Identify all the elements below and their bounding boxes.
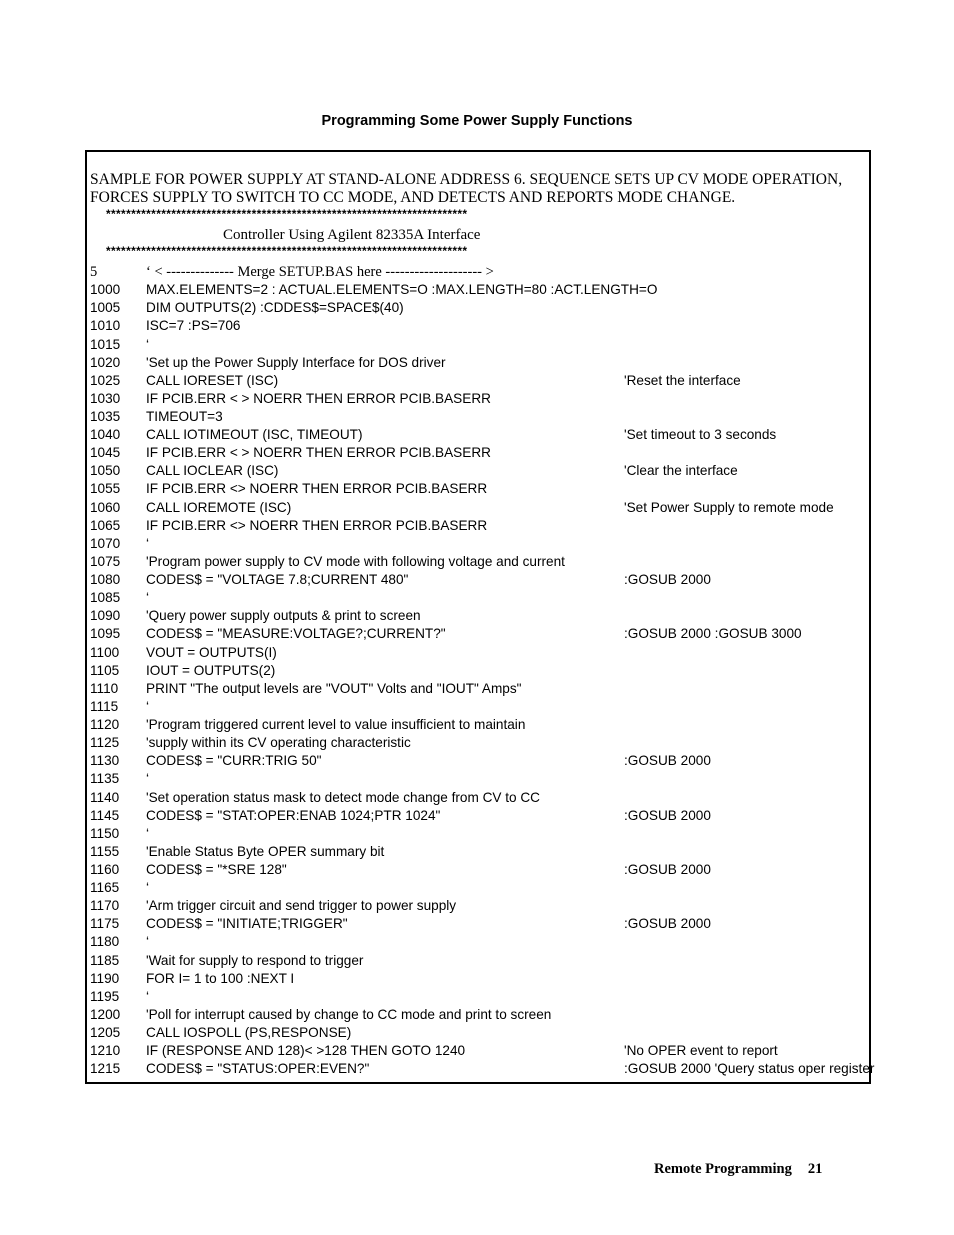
line-number: 1120 <box>90 717 120 732</box>
line-number: 1030 <box>90 390 121 406</box>
code-line <box>0 843 870 861</box>
line-number: 1165 <box>90 880 120 896</box>
line-number: 1180 <box>90 934 120 950</box>
line-code: 'Poll for interrupt caused by change to CC mode and print to screen <box>146 1006 552 1022</box>
line-code: ‘ <box>146 590 150 606</box>
line-number: 1125 <box>90 735 120 751</box>
line-code: MAX.ELEMENTS=2 : ACTUAL.ELEMENTS=O :MAX.LENGTH=80 :ACT.LENGTH=O <box>146 282 658 298</box>
code-line <box>0 499 870 517</box>
page-number: 21 <box>807 1161 823 1177</box>
line-number: 1105 <box>90 662 120 678</box>
code-line <box>0 752 870 770</box>
line-number: 1175 <box>90 916 120 932</box>
code-line <box>0 607 870 625</box>
line-code: DIM OUTPUTS(2) :CDDES$=SPACE$(40) <box>146 300 404 316</box>
line-number: 1055 <box>90 481 121 497</box>
code-line <box>0 625 870 643</box>
line-code: CODES$ = "MEASURE:VOLTAGE?;CURRENT?" <box>146 626 446 642</box>
code-line <box>0 299 870 317</box>
code-line <box>0 825 870 843</box>
line-code: CALL IOSPOLL (PS,RESPONSE) <box>146 1025 352 1040</box>
line-number: 1025 <box>90 372 121 388</box>
code-line <box>0 444 870 462</box>
line-code: PRINT "The output levels are "VOUT" Volts and "IOUT" Amps" <box>146 680 522 696</box>
line-code: IF PCIB.ERR < > NOERR THEN ERROR PCIB.BASERR <box>146 390 491 406</box>
line-code: ‘ <box>146 988 150 1004</box>
code-line <box>0 770 870 788</box>
line-code: CALL IOCLEAR (ISC) <box>146 463 279 479</box>
line-number: 1095 <box>90 626 121 642</box>
line-code: CODES$ = "VOLTAGE 7.8;CURRENT 480" <box>146 572 409 587</box>
line-number: 1050 <box>90 463 121 479</box>
line-comment: :GOSUB 2000 <box>624 916 711 932</box>
line-code: CODES$ = "*SRE 128" <box>146 862 287 877</box>
line-code: IOUT = OUTPUTS(2) <box>146 662 276 678</box>
code-line <box>0 970 870 988</box>
line-number: 1185 <box>90 952 120 968</box>
code-line <box>0 553 870 571</box>
line-number: 1110 <box>90 680 119 696</box>
line-number: 1080 <box>90 572 121 587</box>
code-line <box>0 336 870 354</box>
listing-intro: SAMPLE FOR POWER SUPPLY AT STAND-ALONE ADDRESS 6. SEQUENCE SETS UP CV MODE OPERATION, FORCES SUPPLY TO SWITCH TO CC MODE, AND DETECTS AND REPORTS MODE CHANGE. <box>90 171 846 206</box>
line-code: 'Program power supply to CV mode with following voltage and current <box>146 553 565 569</box>
code-line <box>0 716 870 734</box>
code-line <box>0 879 870 897</box>
line-number: 1075 <box>90 553 121 569</box>
code-line <box>0 1006 870 1024</box>
line-comment: 'No OPER event to report <box>624 1043 778 1059</box>
line-code: CALL IOTIMEOUT (ISC, TIMEOUT) <box>146 427 363 443</box>
line-number: 1015 <box>90 336 121 352</box>
code-line <box>0 372 870 390</box>
line-number: 1020 <box>90 354 121 370</box>
code-line <box>0 952 870 970</box>
code-line <box>0 589 870 607</box>
line-number: 1115 <box>90 698 119 714</box>
line-number: 1140 <box>90 789 120 805</box>
line-number: 1195 <box>90 988 120 1004</box>
code-line <box>0 517 870 535</box>
line-comment: 'Reset the interface <box>624 372 741 388</box>
line-code: 'Wait for supply to respond to trigger <box>146 952 364 968</box>
line-number: 1090 <box>90 608 121 624</box>
line-code: TIMEOUT=3 <box>146 409 223 424</box>
code-line <box>0 535 870 553</box>
code-line <box>0 317 870 335</box>
line-comment: :GOSUB 2000 <box>624 862 711 877</box>
line-code: VOUT = OUTPUTS(I) <box>146 644 277 660</box>
line-number: 1000 <box>90 282 121 298</box>
line-comment: 'Set timeout to 3 seconds <box>624 427 777 443</box>
line-code: 'Enable Status Byte OPER summary bit <box>146 843 385 859</box>
line-number: 1070 <box>90 535 121 551</box>
code-line <box>0 1024 870 1042</box>
code-line <box>0 408 870 426</box>
line-comment: :GOSUB 2000 <box>624 753 711 769</box>
line-number: 1155 <box>90 843 120 859</box>
line-number: 1190 <box>90 970 120 986</box>
line-number: 1100 <box>90 644 120 660</box>
line-comment: :GOSUB 2000 'Query status oper register <box>624 1061 875 1077</box>
line-number: 1160 <box>90 862 120 877</box>
line-comment: 'Clear the interface <box>624 463 738 479</box>
line-number: 1145 <box>90 807 120 823</box>
line-number: 1210 <box>90 1043 121 1059</box>
code-line <box>0 988 870 1006</box>
line-code: 'Query power supply outputs & print to screen <box>146 608 421 624</box>
line-code: 'Program triggered current level to value insufficient to maintain <box>146 717 526 732</box>
code-line <box>0 680 870 698</box>
line-code: ‘ <box>146 336 150 352</box>
line-comment: :GOSUB 2000 <box>624 807 711 823</box>
code-line <box>0 789 870 807</box>
line-code: CODES$ = "STATUS:OPER:EVEN?" <box>146 1061 370 1077</box>
line-comment: 'Set Power Supply to remote mode <box>624 499 834 515</box>
code-line <box>0 897 870 915</box>
code-line <box>0 263 870 281</box>
line-code: CALL IOREMOTE (ISC) <box>146 499 292 515</box>
line-code: ISC=7 :PS=706 <box>146 318 241 334</box>
code-line <box>0 390 870 408</box>
line-number: 1065 <box>90 517 121 533</box>
line-code: ‘ <box>146 880 150 896</box>
line-code: CODES$ = "CURR:TRIG 50" <box>146 753 322 769</box>
code-line <box>0 698 870 716</box>
line-number: 1060 <box>90 499 121 515</box>
line-comment: :GOSUB 2000 <box>624 572 711 587</box>
controller-caption: Controller Using Agilent 82335A Interface <box>223 227 481 243</box>
line-code: IF PCIB.ERR <> NOERR THEN ERROR PCIB.BASERR <box>146 481 488 497</box>
line-number: 1085 <box>90 590 121 606</box>
line-code: IF (RESPONSE AND 128)< >128 THEN GOTO 1240 <box>146 1043 466 1059</box>
line-code: ‘ <box>146 698 150 714</box>
code-line <box>0 571 870 589</box>
code-line <box>0 933 870 951</box>
code-line <box>0 662 870 680</box>
line-code: ‘ < -------------- Merge SETUP.BAS here -------------------- > <box>146 264 494 280</box>
line-number: 1005 <box>90 300 121 316</box>
line-code: IF PCIB.ERR < > NOERR THEN ERROR PCIB.BASERR <box>146 445 491 461</box>
line-code: IF PCIB.ERR <> NOERR THEN ERROR PCIB.BASERR <box>146 517 488 533</box>
asterisk-divider-bottom: ************************************************************************ <box>106 244 468 258</box>
line-code: 'Set up the Power Supply Interface for DOS driver <box>146 354 446 370</box>
code-line <box>0 426 870 444</box>
code-line <box>0 354 870 372</box>
line-code: CALL IORESET (ISC) <box>146 372 279 388</box>
line-code: CODES$ = "STAT:OPER:ENAB 1024;PTR 1024" <box>146 807 441 823</box>
line-code: 'supply within its CV operating characteristic <box>146 735 411 751</box>
code-line <box>0 480 870 498</box>
line-code: FOR I= 1 to 100 :NEXT I <box>146 970 295 986</box>
line-code: 'Set operation status mask to detect mode change from CV to CC <box>146 789 540 805</box>
line-number: 1200 <box>90 1006 121 1022</box>
line-code: 'Arm trigger circuit and send trigger to power supply <box>146 898 457 914</box>
code-line <box>0 1060 875 1078</box>
code-line <box>0 915 870 933</box>
code-line <box>0 462 870 480</box>
line-code: ‘ <box>146 771 150 787</box>
line-code: ‘ <box>146 825 150 841</box>
line-code: ‘ <box>146 535 150 551</box>
line-number: 1010 <box>90 318 121 334</box>
footer-section: Remote Programming <box>654 1161 792 1177</box>
code-line <box>0 1042 870 1060</box>
line-number: 1135 <box>90 771 120 787</box>
line-code: ‘ <box>146 934 150 950</box>
code-line <box>0 644 870 662</box>
page-heading: Programming Some Power Supply Functions <box>321 113 633 129</box>
code-line <box>0 734 870 752</box>
line-comment: :GOSUB 2000 :GOSUB 3000 <box>624 626 802 642</box>
line-number: 1040 <box>90 427 121 443</box>
line-number: 1130 <box>90 753 120 769</box>
line-number: 1205 <box>90 1025 121 1040</box>
asterisk-divider-top: ************************************************************************ <box>106 207 468 221</box>
line-number: 1170 <box>90 898 120 914</box>
line-number: 5 <box>90 264 98 280</box>
line-code: CODES$ = "INITIATE;TRIGGER" <box>146 916 348 932</box>
line-number: 1215 <box>90 1061 121 1077</box>
line-number: 1035 <box>90 409 121 424</box>
line-number: 1150 <box>90 825 120 841</box>
page-footer <box>654 1161 822 1178</box>
code-line <box>0 861 870 879</box>
code-line <box>0 281 870 299</box>
code-line <box>0 807 870 825</box>
line-number: 1045 <box>90 445 121 461</box>
